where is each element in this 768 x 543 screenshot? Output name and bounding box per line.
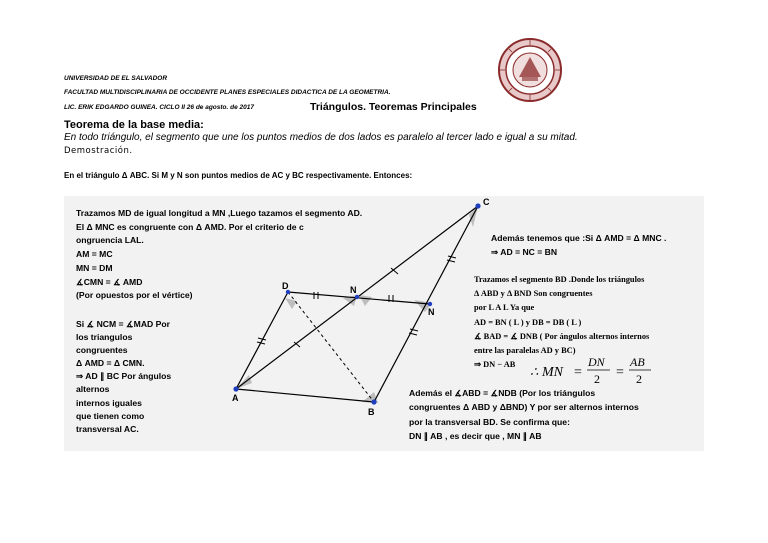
label-a: A [232,393,239,403]
label-b: B [368,407,375,417]
left-line-6: ∡CMN = ∡ AMD [76,276,143,287]
left2-line-9: transversal AC. [76,423,139,434]
left2-line-6: alternos [76,384,110,395]
left-proof-text [76,207,362,303]
header-professor-date: LIC. ERIK EDGARDO GUINEA. CICLO II 26 de agosto. de 2017 [64,104,254,111]
left2-line-1: Si ∡ NCM = ∡MAD Por [76,319,170,329]
right-top-text [491,231,666,259]
left-line-1: Trazamos MD de igual longitud a MN ,Luego tazamos el segmento AD. [76,208,363,218]
right-mid-line-4: AD = BN ( L ) y DB = DB ( L ) [474,317,582,327]
right-top-line-1: Además tenemos que :Si Δ AMD = Δ MNC . [491,233,667,243]
right-mid-line-3: por L A L Ya que [474,303,535,313]
right-bottom-line-3: por la transversal BD. Se confirma que: [409,416,570,427]
document-title: Triángulos. Teoremas Principales [310,101,477,113]
left-line-2: El Δ MNC es congruente con Δ AMD. Por el criterio de c [76,221,304,232]
formula-therefore: ∴ [530,364,539,379]
label-c: C [483,197,490,207]
right-mid-line-2: Δ ABD y Δ BND Son congruentes [474,289,593,299]
left-proof-text-2 [76,318,171,436]
right-mid-line-1: Trazamos el segmento BD .Donde los triángulos [474,275,645,284]
right-bottom-line-1: Además el ∡ABD = ∡NDB (Por los triángulos [409,388,596,398]
left2-line-4: Δ AMD = Δ CMN. [76,358,145,369]
vertex-c [475,203,480,208]
formula-num2: AB [630,355,645,369]
right-mid-line-7: ⇒ DN − AB [474,360,516,370]
side-ab [236,389,374,402]
formula-lhs: MN [542,365,563,380]
midsegment-formula [530,354,670,386]
left-line-3: ongruencia LAL. [76,235,144,246]
left2-line-5: ⇒ AD ∥ BC Por ángulos [76,371,172,382]
segment-ad [236,292,288,389]
formula-den2: 2 [636,372,642,386]
right-bottom-line-2: congruentes Δ ABD y ΔBND) Y por ser alternos internos [409,402,639,413]
right-bottom-text [409,386,639,444]
left-line-5: MN = DM [76,262,113,273]
left2-line-2: los triangulos [76,332,133,343]
right-top-line-2: ⇒ AD = NC = BN [491,247,558,257]
right-mid-line-6: entre las paralelas AD y BC) [474,346,576,356]
right-mid-line-5: ∡ BAD = ∡ DNB ( Por ángulos alternos internos [474,331,650,341]
vertex-a [233,386,238,391]
formula-num1: DN [588,355,605,369]
formula-eq-1: = [574,365,582,380]
theorem-title: Teorema de la base media: [64,119,204,131]
left2-line-8: que tienen como [76,410,145,421]
segment-bd [288,292,374,402]
left2-line-7: internos iguales [76,397,142,408]
right-bottom-line-4: DN ∥ AB , es decir que , MN ∥ AB [409,431,542,442]
formula-eq-2: = [616,365,624,380]
label-m: N [350,285,357,295]
header-university: UNIVERSIDAD DE EL SALVADOR [64,75,168,82]
formula-den1: 2 [594,372,600,386]
premise-line: En el triángulo Δ ABC. Si M y N son puntos medios de AC y BC respectivamente. Entonces: [64,171,413,180]
left-line-4: AM = MC [76,249,113,260]
demonstration-label: Demostración. [64,146,133,156]
header-faculty: FACULTAD MULTIDISCIPLINARIA DE OCCIDENTE PLANES ESPECIALES DIDACTICA DE LA GEOMETRIA. [64,89,391,96]
label-n: N [428,307,435,317]
vertex-b [371,399,376,404]
label-d: D [282,281,289,291]
left2-line-3: congruentes [76,345,128,356]
vertex-n [428,302,432,306]
left-line-7: (Por opuestos por el vértice) [76,290,193,301]
theorem-statement: En todo triángulo, el segmento que une los puntos medios de dos lados es paralelo al tercer lado e igual a su mitad. [64,132,578,143]
